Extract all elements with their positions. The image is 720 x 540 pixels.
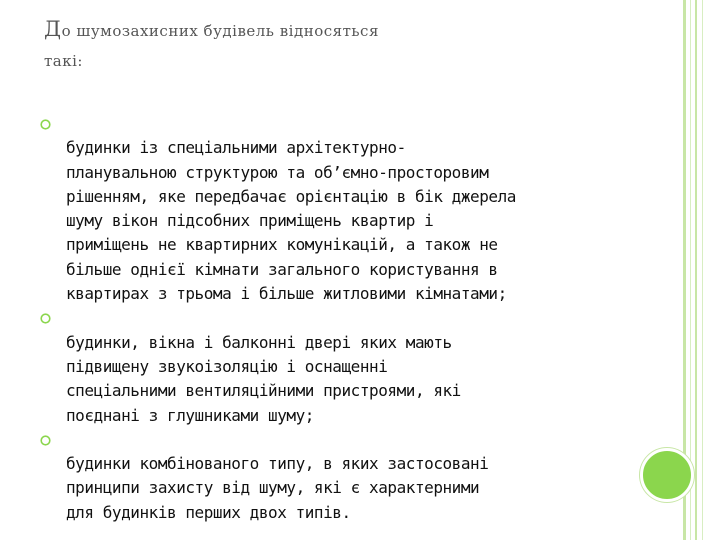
bullet-list [40, 112, 630, 525]
decorative-vertical-rule [690, 0, 691, 540]
list-item [40, 428, 630, 525]
list-item [40, 306, 630, 427]
title-initial-letter: Д [44, 17, 62, 41]
list-item-text: будинки, вікна і балконні двері яких мають підвищену звукоізоляцію і оснащенні спеціальними вентиляційними пристроями, які поєднані з глушниками шуму; [66, 332, 461, 425]
circle-outline-icon [40, 119, 51, 130]
list-item-text: будинки комбінованого типу, в яких застосовані принципи захисту від шуму, які є характерними для будинків перших двох типів. [66, 454, 489, 522]
circle-outline-icon [40, 435, 51, 446]
title-text: о шумозахисних будівель відносяться [61, 22, 379, 40]
list-item [40, 112, 630, 306]
decorative-vertical-rule [702, 0, 703, 540]
circle-outline-icon [40, 313, 51, 324]
decorative-green-circle [640, 448, 694, 502]
decorative-vertical-rule [695, 0, 697, 540]
slide-title [44, 14, 604, 76]
list-item-text: будинки із спеціальними архітектурно- планувальною структурою та об’ємно-просторовим рішенням, яке передбачає орієнтацію в бік джерела шуму вікон підсобних приміщень квартир і приміщень не квартирних комунікацій, а також не більше однієї кімнати загального користування в квартирах з трьома і більше житловими кімнатами; [66, 138, 516, 304]
title-text-line2: такі: [44, 52, 83, 70]
